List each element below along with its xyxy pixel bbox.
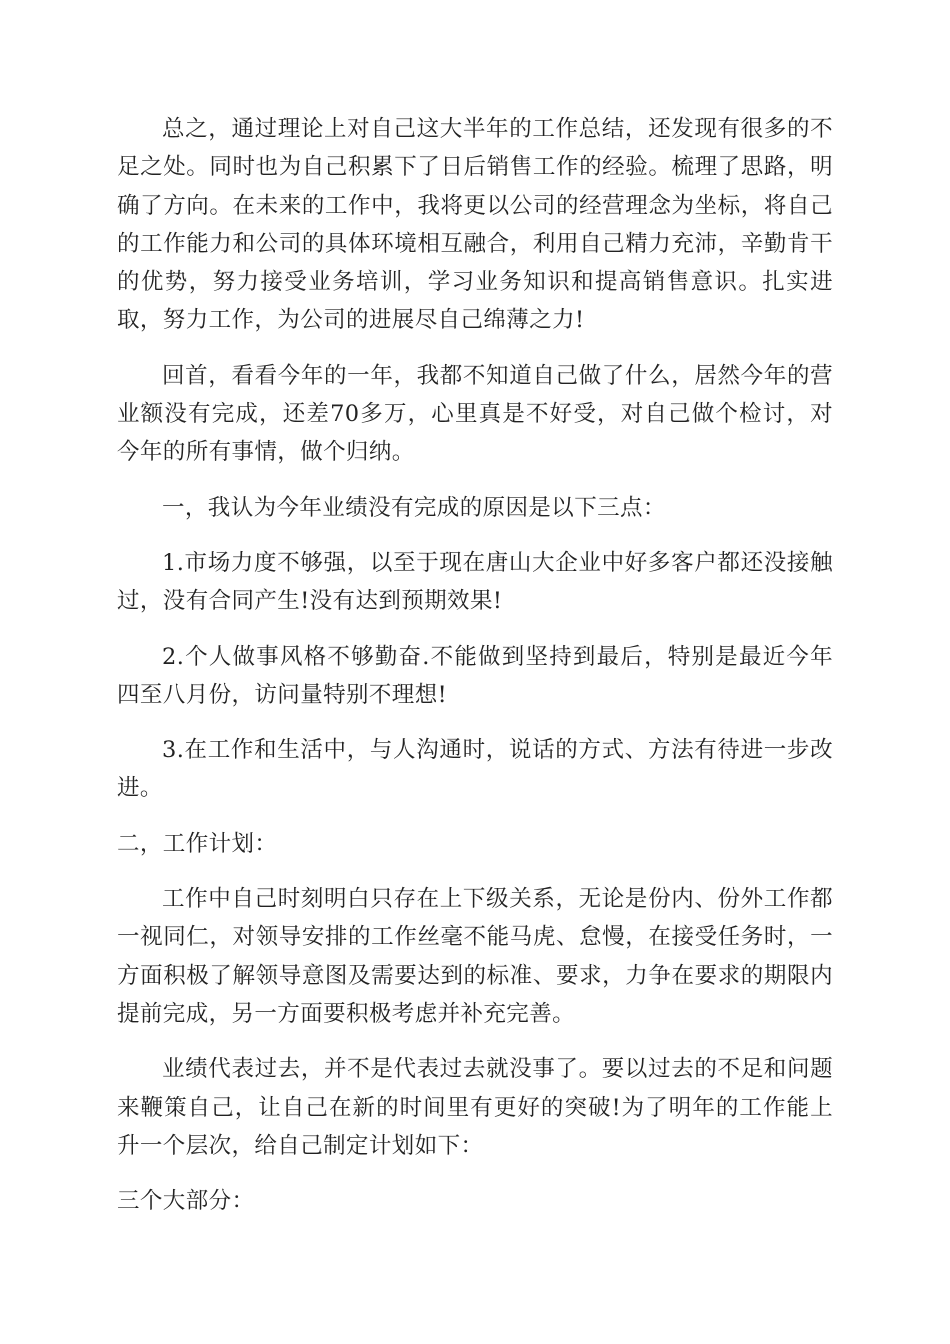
section-heading-three-parts: 三个大部分： [117,1188,255,1215]
paragraph-reason-2: 2.个人做事风格不够勤奋.不能做到坚持到最后，特别是最近今年四至八月份，访问量特别不理想! [117,643,833,708]
paragraph-work-attitude: 工作中自己时刻明白只存在上下级关系，无论是份内、份外工作都一视同仁，对领导安排的工作丝毫不能马虎、怠慢，在接受任务时，一方面积极了解领导意图及需要达到的标准、要求，力争在要求的期限内提前完成，另一方面要积极考虑并补充完善。 [117,886,833,1027]
paragraph-performance: 业绩代表过去，并不是代表过去就没事了。要以过去的不足和问题来鞭策自己，让自己在新的时间里有更好的突破!为了明年的工作能上升一个层次，给自己制定计划如下： [117,1056,833,1159]
document-body [117,110,833,1237]
paragraph-reason-1: 1.市场力度不够强，以至于现在唐山大企业中好多客户都还没接触过，没有合同产生!没有达到预期效果! [117,549,833,615]
paragraph-reason-3: 3.在工作和生活中，与人沟通时，说话的方式、方法有待进一步改进。 [117,737,833,802]
paragraph-summary: 总之，通过理论上对自己这大半年的工作总结，还发现有很多的不足之处。同时也为自己积累下了日后销售工作的经验。梳理了思路，明确了方向。在未来的工作中，我将更以公司的经营理念为坐标，将自己的工作能力和公司的具体环境相互融合，利用自己精力充沛，辛勤肯干的优势，努力接受业务培训，学习业务知识和提高销售意识。扎实进取，努力工作，为公司的进展尽自己绵薄之力! [117,116,833,334]
paragraph-review: 回首，看看今年的一年，我都不知道自己做了什么，居然今年的营业额没有完成，还差70多万，心里真是不好受，对自己做个检讨，对今年的所有事情，做个归纳。 [117,362,833,466]
paragraph-reasons-heading: 一，我认为今年业绩没有完成的原因是以下三点： [162,494,666,521]
section-heading-work-plan: 二，工作计划： [117,830,278,857]
